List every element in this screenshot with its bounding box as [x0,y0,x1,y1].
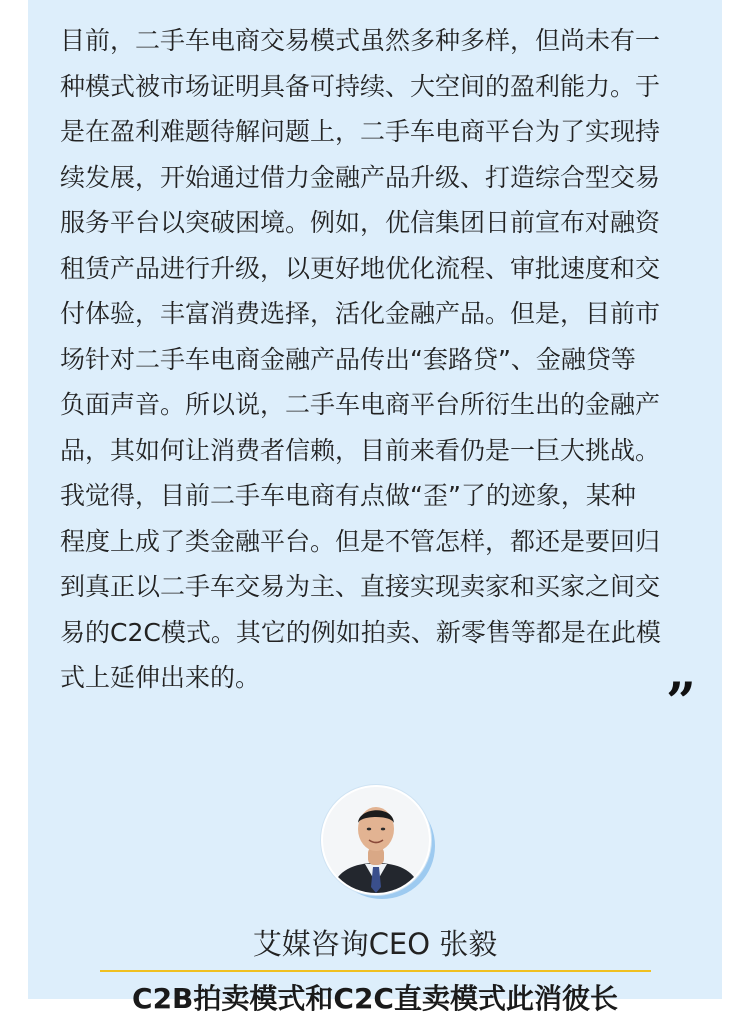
quote-line: 续发展，开始通过借力金融产品升级、打造综合型交易 [60,162,661,192]
avatar [321,785,431,895]
quote-line: 我觉得，目前二手车电商有点做“歪”了的迹象，某种 [60,481,636,510]
quote-line: 式上延伸出来的。 [60,663,261,692]
speaker-avatar-group [321,785,431,895]
quote-body [60,18,690,701]
quote-line: 种模式被市场证明具备可持续、大空间的盈利能力。于 [60,71,661,101]
quote-line: 租赁产品进行升级，以更好地优化流程、审批速度和交 [60,253,661,283]
quote-line: 服务平台以突破困境。例如，优信集团日前宣布对融资 [60,208,661,237]
quote-line: 品，其如何让消费者信赖，目前来看仍是一巨大挑战。 [60,435,661,465]
quote-line: 场针对二手车电商金融产品传出“套路贷”、金融贷等 [60,344,636,374]
quote-line: 程度上成了类金融平台。但是不管怎样，都还是要回归 [60,526,661,556]
quote-line: 付体验，丰富消费选择，活化金融产品。但是，目前市 [60,299,661,328]
close-quote-icon: ” [666,672,696,733]
quote-line: 负面声音。所以说，二手车电商平台所衍生出的金融产 [60,390,661,419]
section-divider [100,970,651,972]
portrait-photo-icon [323,787,429,893]
section-heading: C2B拍卖模式和C2C直卖模式此消彼长 [132,982,618,1015]
quote-line: 到真正以二手车交易为主、直接实现卖家和买家之间交 [60,572,661,601]
quote-line: 是在盈利难题待解问题上，二手车电商平台为了实现持 [60,117,661,146]
speaker-name: 艾媒咨询CEO 张毅 [252,927,498,961]
quote-line: 易的C2C模式。其它的例如拍卖、新零售等都是在此模 [60,617,661,647]
quote-line: 目前，二手车电商交易模式虽然多种多样，但尚未有一 [60,26,661,55]
